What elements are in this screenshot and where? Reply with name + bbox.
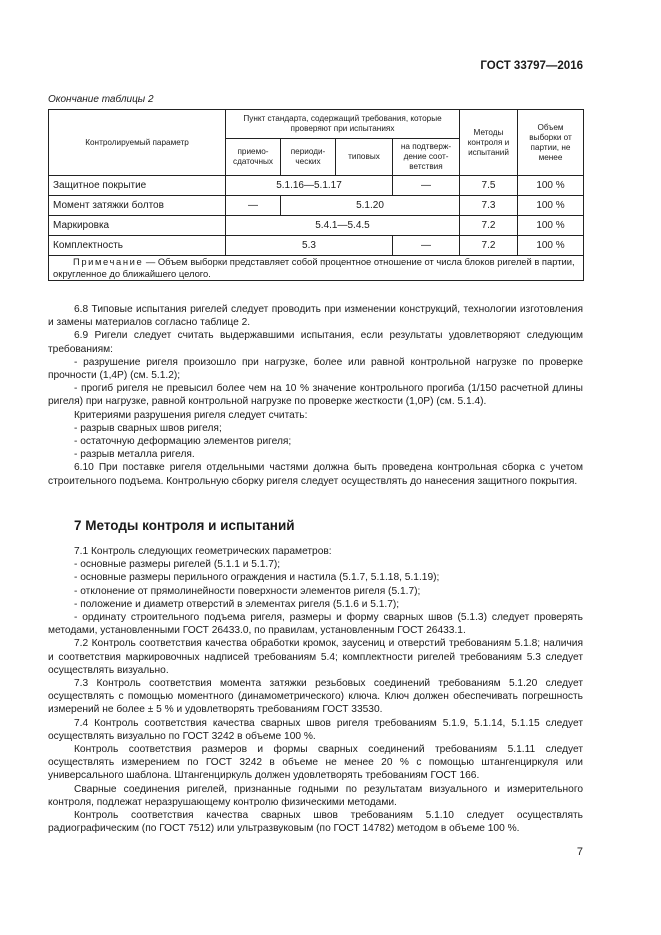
document-id: ГОСТ 33797—2016 bbox=[480, 60, 583, 72]
table-note bbox=[49, 256, 584, 281]
paragraph: - разрыв сварных швов ригеля; bbox=[74, 422, 222, 434]
row-clause: 5.1.20 bbox=[281, 196, 460, 216]
row-clause: 5.4.1—5.4.5 bbox=[226, 216, 460, 236]
row-method: 7.5 bbox=[460, 176, 518, 196]
paragraph: Сварные соединения ригелей, признанные годными по результатам визуального и измерительного контроля, подлежат неразрушающему контролю физическими методами. bbox=[48, 783, 583, 808]
paragraph: Контроль соответствия размеров и формы сварных соединений требованиям 5.1.11 следует осуществлять измерением по ГОСТ 3242 в объеме не менее 20 % с помощью штангенциркуля или универсального шаблона. Штангенциркуль должен удовлетворять требованиям ГОСТ 166. bbox=[48, 744, 583, 782]
section-6-text bbox=[48, 303, 583, 488]
paragraph: - разрыв металла ригеля. bbox=[74, 449, 195, 461]
row-confirm: — bbox=[393, 236, 460, 256]
paragraph: - ординату строительного подъема ригеля, размеры и форму сварных швов (5.1.3) следует проверять методами, установленными ГОСТ 26433.0, по правилам, установленным ГОСТ 26433.1. bbox=[48, 612, 583, 637]
row-param: Момент затяжки болтов bbox=[49, 196, 226, 216]
paragraph: - разрушение ригеля произошло при нагрузке, более или равной контрольной нагрузке по проверке прочности (1,4P) (см. 5.1.2); bbox=[48, 356, 583, 382]
paragraph: 7.4 Контроль соответствия качества сварных швов ригеля требованиям 5.1.9, 5.1.14, 5.1.15 следует осуществлять визуально по ГОСТ 3242 в объеме 100 %. bbox=[48, 717, 583, 742]
row-clause: 5.3 bbox=[226, 236, 393, 256]
paragraph: Контроль соответствия качества сварных швов требованиям 5.1.10 следует осуществлять радиографическим (по ГОСТ 7512) или ультразвуковым (по ГОСТ 14782) методом в объеме 100 %. bbox=[48, 810, 583, 835]
paragraph: 7.3 Контроль соответствия момента затяжки резьбовых соединений требованиям 5.1.20 следует осуществлять с помощью моментного (динамометрического) ключа. Ключ должен обеспечивать погрешность измерений не более ± 5 % и удовлетворять требованиям ГОСТ 33530. bbox=[48, 678, 583, 716]
row-volume: 100 % bbox=[518, 216, 584, 236]
paragraph: 6.8 Типовые испытания ригелей следует проводить при изменении конструкций, технологии изготовления и замены материалов согласно таблице 2. bbox=[48, 304, 583, 329]
header-sub-periodic: периоди-ческих bbox=[281, 139, 336, 176]
paragraph: 6.10 При поставке ригеля отдельными частями должна быть проведена контрольная сборка с учетом строительного подъема. Контрольную сборку ригеля следует осуществлять до нанесения защитного покрытия. bbox=[48, 462, 583, 487]
table-row bbox=[49, 196, 584, 216]
row-acceptance: — bbox=[226, 196, 281, 216]
paragraph: 6.9 Ригели следует считать выдержавшими испытания, если результаты удовлетворяют следующим требованиям: bbox=[48, 330, 583, 355]
row-param: Маркировка bbox=[49, 216, 226, 236]
page-number: 7 bbox=[576, 846, 583, 858]
paragraph: - остаточную деформацию элементов ригеля; bbox=[74, 436, 292, 448]
header-group: Пункт стандарта, содержащий требования, которые проверяют при испытаниях bbox=[226, 110, 460, 139]
table-row bbox=[49, 236, 584, 256]
paragraph: 7.2 Контроль соответствия качества обработки кромок, заусениц и отверстий требованиям 5.1.8; наличия и соответствия маркировочных надписей требованиям 5.4; комплектности ригелей требованиям 5.3 следует осуществлять визуально. bbox=[48, 638, 583, 676]
header-methods: Методы контроля и испытаний bbox=[460, 110, 518, 176]
row-param: Комплектность bbox=[49, 236, 226, 256]
paragraph: - основные размеры ригелей (5.1.1 и 5.1.7); bbox=[74, 559, 281, 571]
section-7-text bbox=[48, 545, 583, 835]
paragraph: Критериями разрушения ригеля следует считать: bbox=[74, 409, 308, 421]
row-method: 7.2 bbox=[460, 216, 518, 236]
paragraph: - положение и диаметр отверстий в элементах ригеля (5.1.6 и 5.1.7); bbox=[74, 598, 400, 610]
row-volume: 100 % bbox=[518, 196, 584, 216]
paragraph: 7.1 Контроль следующих геометрических параметров: bbox=[74, 546, 332, 557]
table-caption: Окончание таблицы 2 bbox=[48, 94, 154, 105]
header-sub-confirm: на подтверж-дение соот-ветствия bbox=[393, 139, 460, 176]
header-param: Контролируемый параметр bbox=[49, 110, 226, 176]
header-sub-acceptance: приемо-сдаточных bbox=[226, 139, 281, 176]
paragraph: - прогиб ригеля не превысил более чем на 10 % значение контрольного прогиба (1/150 расчетной длины ригеля) при нагрузке, равной контрольной нагрузке по проверке жесткости (1,0P) (см. 5.1.4). bbox=[48, 383, 583, 408]
row-confirm: — bbox=[393, 176, 460, 196]
note-label: Примечание bbox=[73, 256, 144, 267]
row-volume: 100 % bbox=[518, 236, 584, 256]
row-clause: 5.1.16—5.1.17 bbox=[226, 176, 393, 196]
note-text: — Объем выборки представляет собой процентное отношение от числа блоков ригелей в партии, округленное до ближайшего целого. bbox=[53, 256, 575, 279]
paragraph: - основные размеры перильного ограждения и настила (5.1.7, 5.1.18, 5.1.19); bbox=[74, 572, 440, 584]
row-method: 7.2 bbox=[460, 236, 518, 256]
parameters-table bbox=[48, 109, 584, 281]
paragraph: - отклонение от прямолинейности поверхности элементов ригеля (5.1.7); bbox=[74, 585, 421, 597]
table-row bbox=[49, 176, 584, 196]
row-param: Защитное покрытие bbox=[49, 176, 226, 196]
table-row bbox=[49, 216, 584, 236]
header-sub-type: типовых bbox=[336, 139, 393, 176]
header-volume: Объем выборки от партии, не менее bbox=[518, 110, 584, 176]
row-method: 7.3 bbox=[460, 196, 518, 216]
section-7-title: 7 Методы контроля и испытаний bbox=[74, 518, 295, 533]
row-volume: 100 % bbox=[518, 176, 584, 196]
